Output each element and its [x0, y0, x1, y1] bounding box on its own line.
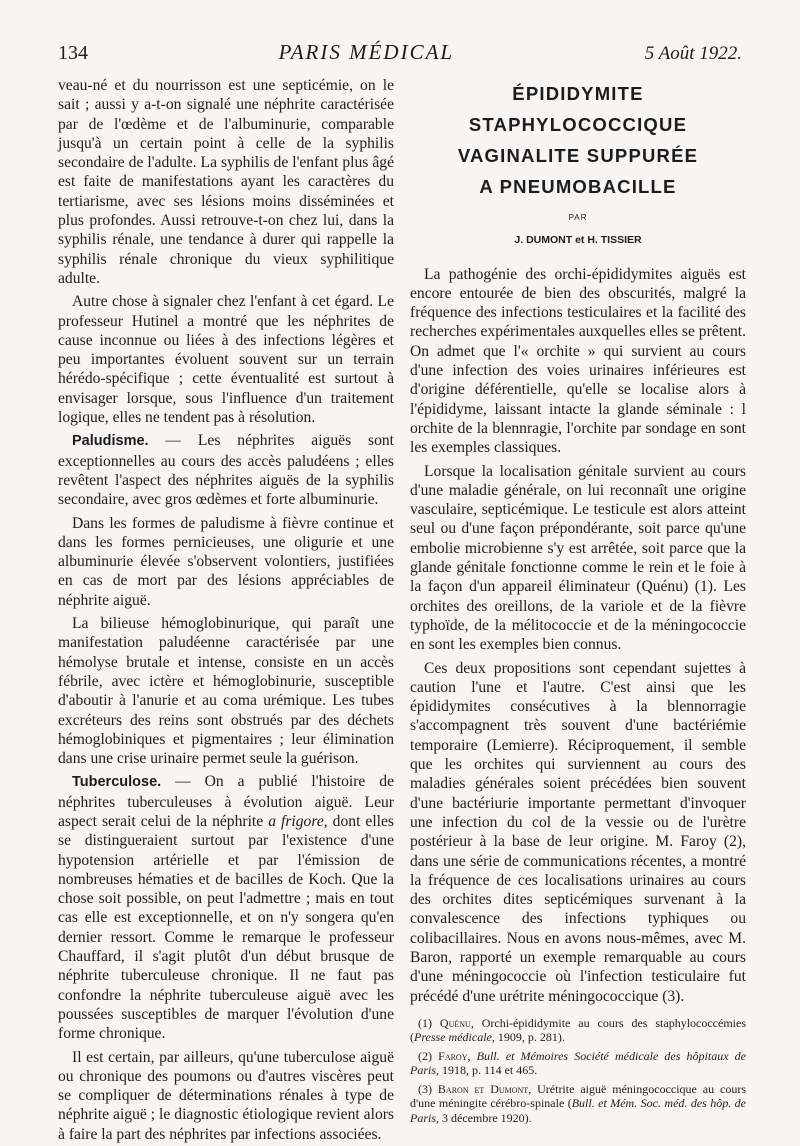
article-title-line: STAPHYLOCOCCIQUE — [468, 114, 688, 135]
footnote-tail: , 1909, p. 281). — [491, 1030, 565, 1045]
page-header — [58, 40, 742, 70]
footnote-number: (3) — [418, 1081, 432, 1096]
paragraph — [58, 431, 394, 509]
footnote-author: Baron et Dumont — [437, 1081, 529, 1096]
paragraph: Ces deux propositions sont cependant sujettes à caution l'une et l'autre. C'est ainsi que les épididymites consécutives à la blennorragie s'accompagnent très souvent d'une bactériémie temporaire (Lemierre). Réciproquement, il semble que les orchites qui surviennent au cours des maladies générales soient précédées bien souvent d'une bactériurie importante permettant d'invoquer une infection du col de la vessie ou de l'urètre postérieur à la base de leur origine. M. Faroy (2), dans une série de communications récentes, a montré la fréquence de ces localisations urinaires au cours des orchites dites septicémiques survenant à la convalescence des infections typhiques ou colibacillaires. Nous en avons nous-mêmes, avec M. Baron, rapporté un exemple remarquable au cours d'une méningococcie où l'infection testiculaire fut précédé d'une urétrite méningococcique (3). — [410, 659, 746, 1005]
paragraph: Dans les formes de paludisme à fièvre continue et dans les formes pernicieuses, une oligurie et une albuminurie élevée s'observent volontiers, justifiées en cas de mort par des lésions appréciables de néphrite aiguë. — [58, 514, 394, 609]
paragraph-text: — Les néphrites aiguës sont exceptionnelles au cours des accès paludéens ; elles revêtent l'aspect des néphrites aiguës de la syphilis secondaire, avec gros œdèmes et forte albuminurie. — [58, 432, 394, 509]
paragraph-text: , dont elles se distingueraient surtout par l'existence d'une hypotension artérielle et par l'émission de nombreuses hématies et de bacilles de Koch. Que la chose soit possible, on peut l'admettre ; mais en tout cas elle est exceptionnelle, et on n'y songera qu'en dernier ressort. Comme le remarque le professeur Chauffard, il s'agit plutôt d'un début brusque de néphrite tuberculeuse chronique. Il ne faut pas confondre la néphrite tuberculeuse aiguë avec les poussées susceptibles de marquer l'évolution d'une forme chronique. — [58, 812, 394, 1043]
footnote-number: (1) — [418, 1015, 432, 1030]
footnote-source: Bull. et Mémoires Société médicale des hôpitaux de Paris — [410, 1048, 747, 1078]
right-column — [410, 76, 746, 1128]
article-title-line: ÉPIDIDYMITE — [512, 83, 644, 104]
paragraph: veau-né et du nourrisson est une septicémie, on le sait ; aussi y a-t-on signalé une néphrite caractérisée par de l'œdème et de l'albuminurie, comparable jusqu'à un certain point à celle de la syphilis secondaire de l'adulte. La syphilis de l'enfant plus âgé est faite de manifestations ayant les caractères du tertiarisme, avec ses lésions moins disséminées et plus profondes. Aussi retrouve-t-on chez lui, dans la syphilis rénale, une tendance à durer qui rappelle la syphilis rénale chronique du vieux syphilitique adulte. — [58, 77, 394, 287]
footnote-author: Quénu — [439, 1015, 471, 1030]
paragraph: Lorsque la localisation génitale survient au cours d'une maladie générale, on lui reconnaît une origine vasculaire, septicémique. Le testicule est alors atteint seul ou d'une façon prépondérante, soit parce qu'une embolie microbienne s'y est arrêtée, soit parce que la glande génitale fonctionne comme le rein et le foie à la façon d'un appareil éliminateur (Quénu) (1). Les orchites des oreillons, de la variole et de la fièvre typhoïde, de la mélitococcie et de la méningococcie en sont les exemples bien connus. — [410, 462, 746, 654]
paragraph: La pathogénie des orchi-épididymites aiguës est encore entourée de bien des obscurités, malgré la fréquence des infections testiculaires et la facilité des recherches expérimentales auxquelles elles se prêtent. On admet que l'« orchite » qui survient au cours d'une infection des voies urinaires inférieures est d'origine déférentielle, qu'elle se localise alors à l'épididyme, laissant intacte la glande séminale : l orchite de la blennragie, l'orchite par sondage en sont les exemples classiques. — [410, 265, 746, 457]
footnote — [410, 1016, 746, 1045]
byline-authors: J. DUMONT et H. TISSIER — [514, 234, 642, 247]
article-title-line: VAGINALITE SUPPURÉE — [457, 145, 699, 166]
footnote-source: Presse médicale — [414, 1030, 492, 1045]
footnote-number: (2) — [418, 1048, 432, 1063]
left-column — [58, 76, 394, 1144]
section-term-paludisme: Paludisme. — [72, 433, 149, 450]
issue-date: 5 Août 1922. — [644, 43, 742, 64]
page-number: 134 — [58, 42, 88, 64]
paragraph-text: — On a publié l'histoire de néphrites tuberculeuses à évolution aiguë. Leur aspect serait celui de la néphrite — [58, 773, 394, 830]
footnote-text: , — [467, 1048, 477, 1063]
footnote-author: Faroy — [438, 1048, 468, 1063]
footnote-tail: , 1918, p. 114 et 465. — [436, 1063, 538, 1078]
paragraph — [58, 772, 394, 1043]
footnote-text: , Urétrite aiguë méningococcique au cours d'une méningite cérébro-spinale ( — [410, 1081, 747, 1111]
footnote — [410, 1049, 746, 1078]
footnote-source: Bull. et Mém. Soc. méd. des hôp. de Paris — [410, 1096, 746, 1125]
italic-term: a frigore — [268, 812, 324, 830]
paragraph: Il est certain, par ailleurs, qu'une tuberculose aiguë ou chronique des poumons ou d'autres viscères peut se compliquer de déterminations rénales à type de néphrite aiguë ; le diagnostic étiologique revient alors à faire la part des néphrites par infections associées. — [58, 1048, 394, 1143]
footnote — [410, 1082, 746, 1126]
paragraph: La bilieuse hémoglobinurique, qui paraît une manifestation paludéenne caractérisée par une hémolyse brutale et intense, consiste en un accès fébrile, avec ictère et hémoglobinurie, susceptible d'aboutir à l'anurie et au coma urémique. Les tubes excréteurs des reins sont obstrués par des déchets hémoglobiniques et pigmentaires ; leur élimination dans une crise urinaire permet seule la guérison. — [58, 615, 394, 768]
byline-par: PAR — [568, 213, 588, 222]
article-title-line: A PNEUMOBACILLE — [479, 176, 677, 197]
section-term-tuberculose: Tuberculose. — [72, 774, 162, 791]
article-title — [410, 78, 746, 202]
footnote-text: , Orchi-épididymite au cours des staphylococcémies ( — [410, 1015, 746, 1045]
journal-title: PARIS MÉDICAL — [278, 40, 455, 64]
paragraph: Autre chose à signaler chez l'enfant à cet égard. Le professeur Hutinel a montré que les néphrites de cause inconnue ou liées à des infections légères et peu importantes évoluent souvent sur un terrain hérédo-spécifique ; cette éventualité est surtout à envisager lorsque, sous l'influence d'un traitement logique, elles ne tendent pas à résolution. — [58, 293, 394, 427]
footnotes — [410, 1016, 746, 1126]
footnote-tail: , 3 décembre 1920). — [436, 1110, 532, 1125]
